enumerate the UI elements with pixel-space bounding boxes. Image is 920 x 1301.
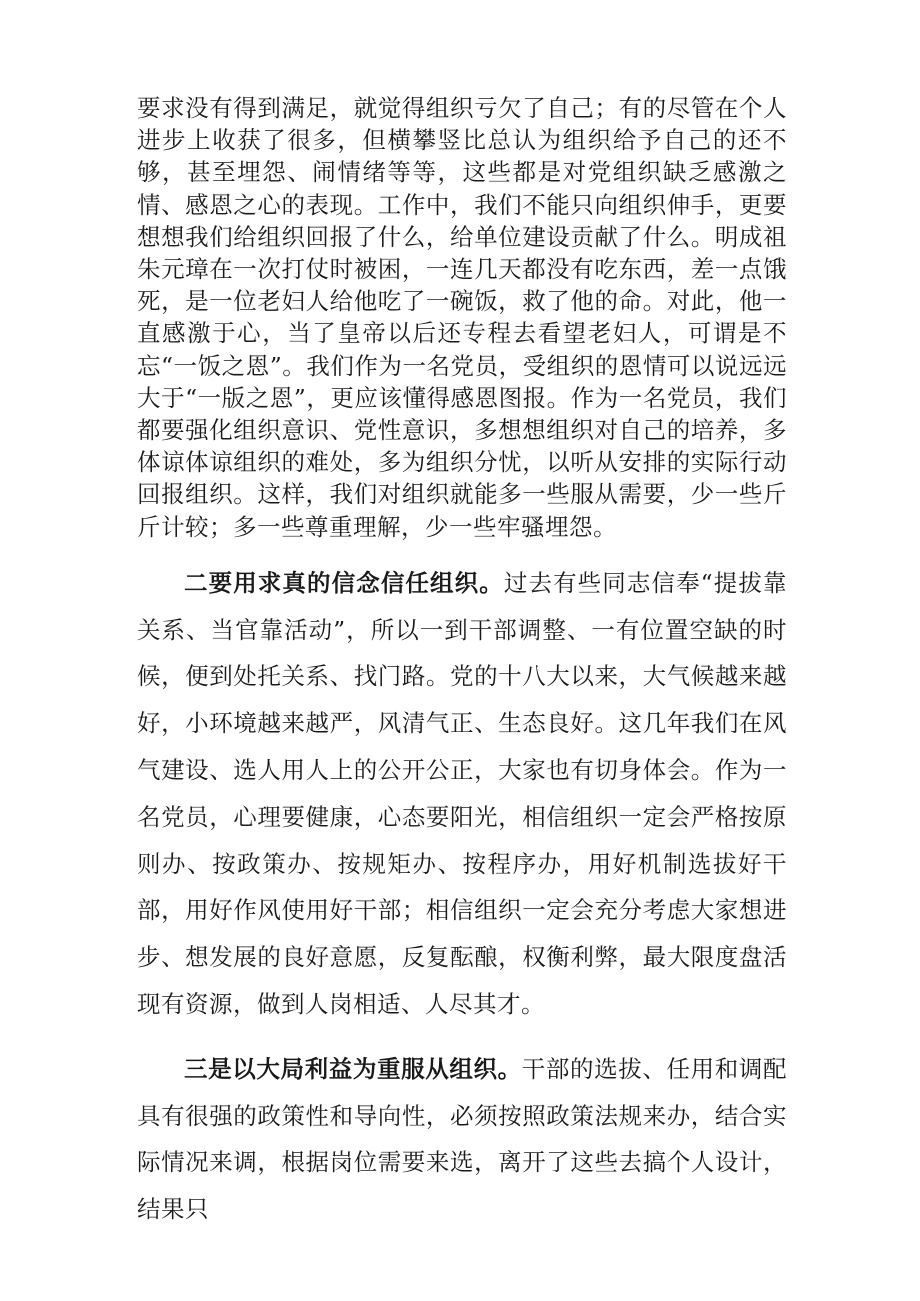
document-body xyxy=(137,92,787,1233)
paragraph-2-heading: 二要用求真的信念信任组织。 xyxy=(184,568,504,597)
paragraph-2-text: 过去有些同志信奉“提拔靠关系、当官靠活动”，所以一到干部调整、一有位置空缺的时候，便到处托关系、找门路。党的十八大以来，大气候越来越好，小环境越来越严，风清气正、生态良好。这几年我们在风气建设、选人用人上的公开公正，大家也有切身体会。作为一名党员，心理要健康，心态要阳光，相信组织一定会严格按原则办、按政策办、按规矩办、按程序办，用好机制选拔好干部，用好作风使用好干部；相信组织一定会充分考虑大家想进步、想发展的良好意愿，反复酝酿，权衡利弊，最大限度盘活现有资源，做到人岗相适、人尽其才。 xyxy=(137,568,788,1019)
paragraph-3-text: 干部的选拔、任用和调配具有很强的政策性和导向性，必须按照政策法规来办，结合实际情况来调，根据岗位需要来选，离开了这些去搞个人设计，结果只 xyxy=(137,1054,787,1224)
paragraph-2 xyxy=(137,560,787,1028)
paragraph-1 xyxy=(137,92,787,543)
paragraph-1-text: 要求没有得到满足，就觉得组织亏欠了自己；有的尽管在个人进步上收获了很多，但横攀竖比总认为组织给予自己的还不够，甚至埋怨、闹情绪等等，这些都是对党组织缺乏感激之情、感恩之心的表现。工作中，我们不能只向组织伸手，更要想想我们给组织回报了什么，给单位建设贡献了什么。明成祖朱元璋在一次打仗时被困，一连几天都没有吃东西，差一点饿死，是一位老妇人给他吃了一碗饭，救了他的命。对此，他一直感激于心，当了皇帝以后还专程去看望老妇人，可谓是不忘“一饭之恩”。我们作为一名党员，受组织的恩情可以说远远大于“一版之恩”，更应该懂得感恩图报。作为一名党员，我们都要强化组织意识、党性意识，多想想组织对自己的培养，多体谅体谅组织的难处，多为组织分忧，以听从安排的实际行动回报组织。这样，我们对组织就能多一些服从需要，少一些斤斤计较；多一些尊重理解，少一些牢骚埋怨。 xyxy=(137,94,787,541)
paragraph-3-heading: 三是以大局利益为重服从组织。 xyxy=(184,1054,522,1083)
paragraph-3 xyxy=(137,1046,787,1233)
